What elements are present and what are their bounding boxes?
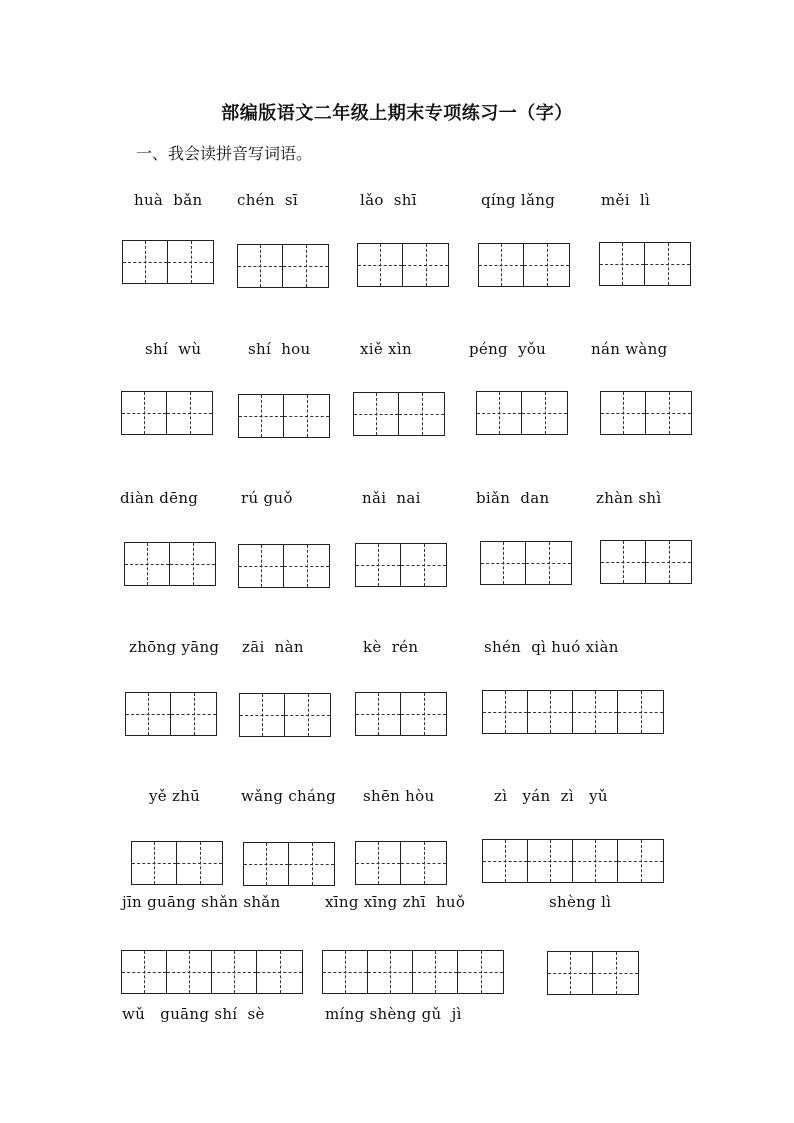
writing-grid[interactable] <box>355 543 447 587</box>
pinyin-label: yě zhū <box>149 787 201 805</box>
pinyin-label: péng yǒu <box>469 340 547 358</box>
pinyin-label: wǎng cháng <box>241 787 337 805</box>
writing-grid[interactable] <box>322 950 504 994</box>
writing-grid[interactable] <box>482 690 664 734</box>
writing-grid[interactable] <box>124 542 216 586</box>
writing-grid[interactable] <box>121 391 213 435</box>
pinyin-label: zhōng yāng <box>129 638 220 656</box>
pinyin-label: míng shèng gǔ jì <box>325 1005 462 1023</box>
pinyin-label: shí hou <box>248 340 311 358</box>
pinyin-label: shèng lì <box>549 893 612 911</box>
pinyin-label: xiě xìn <box>360 340 412 358</box>
writing-grid[interactable] <box>239 693 331 737</box>
pinyin-label: zhàn shì <box>596 489 662 507</box>
pinyin-label: shēn hòu <box>363 787 435 805</box>
writing-grid[interactable] <box>476 391 568 435</box>
writing-grid[interactable] <box>355 841 447 885</box>
writing-grid[interactable] <box>355 692 447 736</box>
writing-grid[interactable] <box>131 841 223 885</box>
pinyin-label: chén sī <box>237 191 299 209</box>
pinyin-label: jīn guāng shǎn shǎn <box>122 893 281 911</box>
writing-grid[interactable] <box>125 692 217 736</box>
page-title: 部编版语文二年级上期末专项练习一（字） <box>221 103 573 124</box>
writing-grid[interactable] <box>599 242 691 286</box>
pinyin-label: xīng xīng zhī huǒ <box>325 893 466 911</box>
pinyin-label: shén qì huó xiàn <box>484 638 619 656</box>
pinyin-label: biǎn dan <box>476 489 550 507</box>
pinyin-label: zāi nàn <box>242 638 304 656</box>
writing-grid[interactable] <box>243 842 335 886</box>
pinyin-label: nǎi nai <box>362 489 421 507</box>
pinyin-label: shí wù <box>145 340 202 358</box>
section-heading: 一、我会读拼音写词语。 <box>136 144 313 163</box>
pinyin-label: nán wàng <box>591 340 668 358</box>
pinyin-label: lǎo shī <box>360 191 417 209</box>
writing-grid[interactable] <box>121 950 303 994</box>
pinyin-label: diàn dēng <box>120 489 199 507</box>
pinyin-label: zì yán zì yǔ <box>494 787 608 805</box>
writing-grid[interactable] <box>480 541 572 585</box>
pinyin-label: wǔ guāng shí sè <box>122 1005 265 1023</box>
writing-grid[interactable] <box>600 540 692 584</box>
writing-grid[interactable] <box>238 544 330 588</box>
writing-grid[interactable] <box>482 839 664 883</box>
writing-grid[interactable] <box>357 243 449 287</box>
pinyin-label: rú guǒ <box>241 489 293 507</box>
pinyin-label: huà bǎn <box>134 191 203 209</box>
writing-grid[interactable] <box>600 391 692 435</box>
writing-grid[interactable] <box>237 244 329 288</box>
pinyin-label: qíng lǎng <box>481 191 556 209</box>
writing-grid[interactable] <box>547 951 639 995</box>
writing-grid[interactable] <box>353 392 445 436</box>
pinyin-label: kè rén <box>363 638 419 656</box>
pinyin-label: měi lì <box>601 191 651 209</box>
writing-grid[interactable] <box>238 394 330 438</box>
writing-grid[interactable] <box>122 240 214 284</box>
writing-grid[interactable] <box>478 243 570 287</box>
